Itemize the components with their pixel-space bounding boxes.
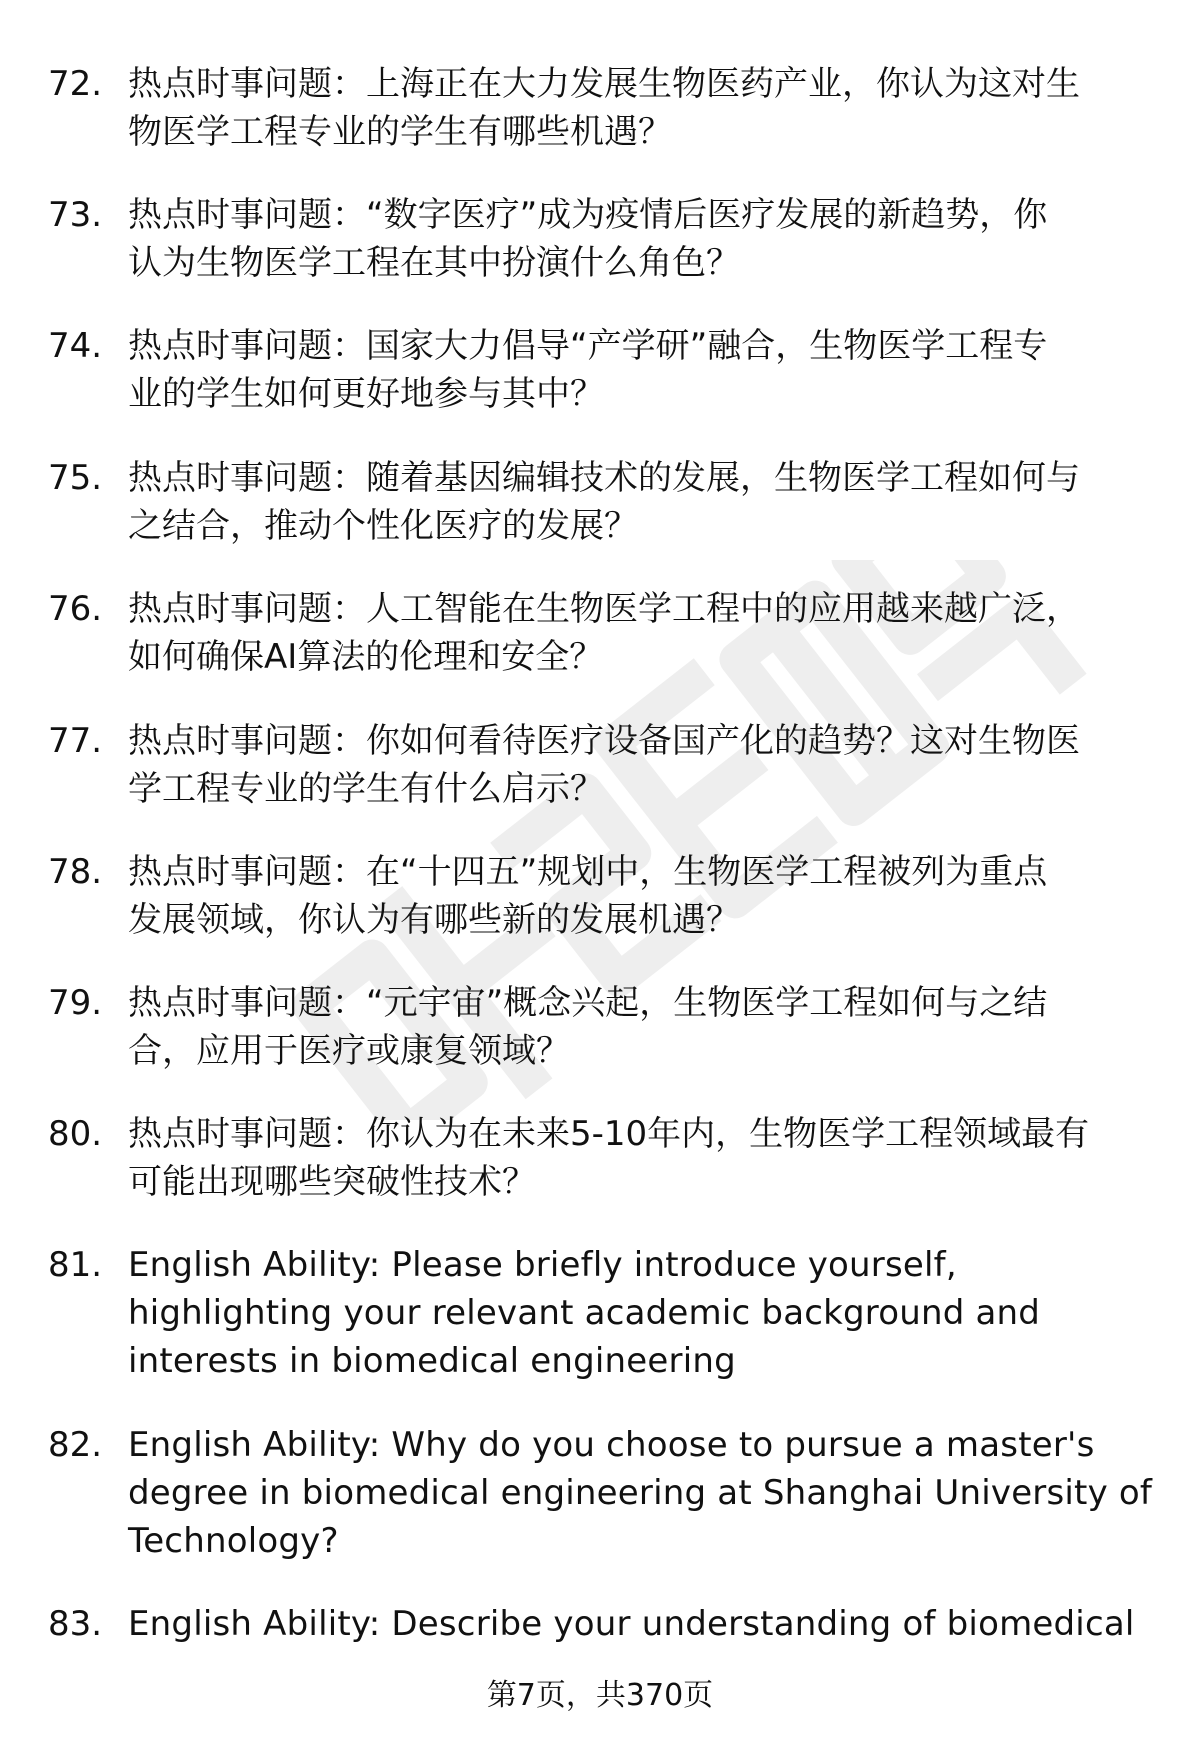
question-text: English Ability: Describe your understanding of biomedical	[128, 1604, 1135, 1644]
question-number: 81.	[48, 1245, 103, 1285]
question-number: 73.	[48, 195, 103, 235]
question-text: 热点时事问题：在“十四五”规划中，生物医学工程被列为重点 发展领域，你认为有哪些新的发展机遇？	[128, 852, 1048, 940]
page-footer: 第7页，共370页	[486, 1678, 714, 1713]
question-text: English Ability: Why do you choose to pursue a master's degree in biomedical engineering at Shanghai University of Technology?	[128, 1425, 1153, 1561]
question-text: 热点时事问题：你认为在未来5-10年内，生物医学工程领域最有 可能出现哪些突破性技术？	[128, 1114, 1090, 1202]
question-text: 热点时事问题：上海正在大力发展生物医药产业，你认为这对生 物医学工程专业的学生有哪些机遇？	[128, 64, 1080, 152]
question-number: 72.	[48, 64, 103, 104]
question-number: 76.	[48, 589, 103, 629]
question-text: 热点时事问题：人工智能在生物医学工程中的应用越来越广泛， 如何确保AI算法的伦理和安全？	[128, 589, 1080, 677]
question-number: 78.	[48, 852, 103, 892]
question-text: 热点时事问题：国家大力倡导“产学研”融合，生物医学工程专 业的学生如何更好地参与其中？	[128, 326, 1048, 414]
question-number: 74.	[48, 326, 103, 366]
question-text: English Ability: Please briefly introduce yourself, highlighting your relevant academic background and interests in biomedical engineering	[128, 1245, 1041, 1381]
question-number: 80.	[48, 1114, 103, 1154]
question-text: 热点时事问题：你如何看待医疗设备国产化的趋势？这对生物医 学工程专业的学生有什么启示？	[128, 721, 1080, 809]
question-number: 75.	[48, 458, 103, 498]
question-number: 79.	[48, 983, 103, 1023]
question-text: 热点时事问题：随着基因编辑技术的发展，生物医学工程如何与 之结合，推动个性化医疗的发展？	[128, 458, 1080, 546]
question-number: 83.	[48, 1604, 103, 1644]
question-number: 77.	[48, 721, 103, 761]
question-text: 热点时事问题：“数字医疗”成为疫情后医疗发展的新趋势，你 认为生物医学工程在其中扮演什么角色？	[128, 195, 1048, 283]
question-number: 82.	[48, 1425, 103, 1465]
question-text: 热点时事问题：“元宇宙”概念兴起，生物医学工程如何与之结 合，应用于医疗或康复领域？	[128, 983, 1048, 1071]
